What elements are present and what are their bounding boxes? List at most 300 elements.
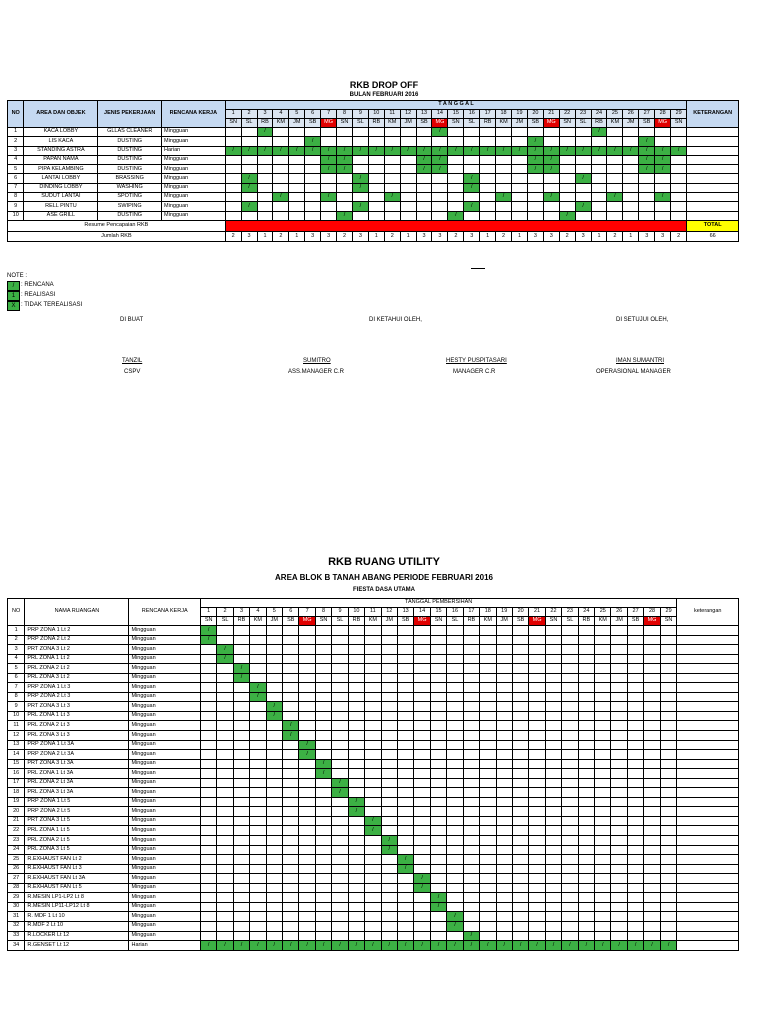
day-of-week: MG — [529, 617, 545, 626]
day-cell — [512, 788, 528, 798]
jumlah-value: 1 — [480, 231, 496, 241]
day-cell — [352, 211, 368, 220]
day-cell — [545, 626, 561, 636]
day-cell — [512, 721, 528, 731]
day-cell — [480, 826, 496, 836]
day-cell — [283, 702, 299, 712]
day-cell — [562, 864, 578, 874]
row-nama: PRT ZONA 3 Lt 2 — [25, 645, 129, 655]
row-no: 8 — [8, 692, 25, 702]
row-area: ASE GRILL — [24, 211, 98, 220]
day-cell — [365, 855, 381, 865]
day-cell — [365, 664, 381, 674]
day-number: 6 — [305, 110, 321, 119]
day-cell — [463, 864, 479, 874]
day-cell — [545, 855, 561, 865]
doc1-subtitle: BULAN FEBRUARI 2016 — [349, 92, 419, 98]
plan-mark: / — [464, 146, 480, 155]
day-cell — [348, 626, 364, 636]
day-cell — [595, 673, 611, 683]
row-jenis: DUSTING — [98, 137, 162, 146]
day-cell — [250, 816, 266, 826]
plan-mark: / — [352, 202, 368, 211]
day-cell — [529, 816, 545, 826]
day-cell — [400, 137, 416, 146]
day-cell — [332, 731, 348, 741]
day-cell — [627, 635, 643, 645]
day-cell — [578, 673, 594, 683]
day-cell — [430, 702, 446, 712]
day-cell — [660, 683, 677, 693]
plan-mark: / — [543, 155, 559, 164]
day-cell — [315, 778, 331, 788]
day-cell — [496, 645, 512, 655]
header-keterangan: keterangan — [677, 599, 739, 626]
day-cell — [627, 664, 643, 674]
day-cell — [381, 931, 397, 941]
day-cell — [496, 883, 512, 893]
day-cell — [595, 692, 611, 702]
day-cell — [627, 702, 643, 712]
day-of-week: MG — [644, 617, 660, 626]
row-rencana: Mingguan — [129, 702, 200, 712]
day-cell — [627, 721, 643, 731]
day-cell — [397, 645, 413, 655]
plan-mark: / — [543, 146, 559, 155]
day-cell — [639, 193, 655, 202]
day-cell — [529, 654, 545, 664]
row-nama: PRL ZONA 1 Lt 2 — [25, 654, 129, 664]
day-cell — [591, 155, 607, 164]
signer-role: OPERASIONAL MANAGER — [596, 369, 671, 375]
day-of-week: SN — [225, 119, 241, 128]
plan-mark: / — [607, 146, 623, 155]
day-cell — [397, 635, 413, 645]
day-cell — [200, 912, 216, 922]
day-cell — [266, 626, 282, 636]
header-jenis: JENIS PEKERJAAN — [98, 101, 162, 128]
plan-mark: / — [430, 941, 446, 951]
row-no: 21 — [8, 816, 25, 826]
row-jenis: BRASSING — [98, 174, 162, 183]
plan-mark: / — [257, 128, 273, 137]
day-cell — [348, 921, 364, 931]
day-cell — [660, 740, 677, 750]
day-cell — [365, 702, 381, 712]
legend-symbol: / — [7, 281, 20, 291]
day-cell — [595, 864, 611, 874]
day-cell — [448, 165, 464, 174]
day-cell — [257, 137, 273, 146]
day-cell — [200, 816, 216, 826]
day-cell — [414, 654, 430, 664]
plan-mark: / — [337, 146, 353, 155]
day-cell — [611, 912, 627, 922]
day-cell — [414, 626, 430, 636]
day-cell — [266, 645, 282, 655]
day-cell — [283, 778, 299, 788]
row-nama: PRL ZONA 2 Lt 2 — [25, 664, 129, 674]
day-cell — [627, 807, 643, 817]
row-rencana: Mingguan — [129, 683, 200, 693]
day-cell — [627, 769, 643, 779]
day-cell — [430, 664, 446, 674]
day-cell — [529, 721, 545, 731]
day-cell — [381, 816, 397, 826]
day-cell — [299, 721, 315, 731]
day-cell — [400, 183, 416, 192]
day-cell — [562, 893, 578, 903]
day-cell — [397, 836, 413, 846]
row-rencana: Mingguan — [162, 165, 226, 174]
day-cell — [644, 664, 660, 674]
day-cell — [233, 645, 249, 655]
day-cell — [283, 807, 299, 817]
day-cell — [257, 155, 273, 164]
day-cell — [299, 826, 315, 836]
day-cell — [365, 645, 381, 655]
day-cell — [430, 883, 446, 893]
day-cell — [627, 645, 643, 655]
day-cell — [512, 654, 528, 664]
day-cell — [529, 711, 545, 721]
day-cell — [559, 202, 575, 211]
day-cell — [233, 912, 249, 922]
plan-mark: / — [671, 146, 687, 155]
day-cell — [200, 845, 216, 855]
header-tanggal: T A N G G A L — [225, 101, 687, 110]
day-cell — [299, 921, 315, 931]
plan-mark: / — [644, 941, 660, 951]
day-cell — [559, 128, 575, 137]
day-cell — [496, 711, 512, 721]
day-cell — [365, 692, 381, 702]
day-of-week: SB — [639, 119, 655, 128]
day-number: 1 — [225, 110, 241, 119]
day-cell — [447, 740, 463, 750]
row-keterangan — [677, 654, 739, 664]
row-nama: R.EXHAUST FAN Lt 5 — [25, 883, 129, 893]
day-of-week: KM — [496, 119, 512, 128]
plan-mark: / — [639, 146, 655, 155]
day-cell — [266, 731, 282, 741]
day-cell — [480, 128, 496, 137]
day-cell — [591, 193, 607, 202]
row-jenis: SPOTING — [98, 193, 162, 202]
day-cell — [299, 864, 315, 874]
day-cell — [381, 731, 397, 741]
day-cell — [595, 883, 611, 893]
day-cell — [529, 778, 545, 788]
plan-mark: / — [400, 146, 416, 155]
day-cell — [480, 137, 496, 146]
day-cell — [217, 836, 233, 846]
day-cell — [562, 874, 578, 884]
day-cell — [496, 174, 512, 183]
day-cell — [430, 788, 446, 798]
day-number: 4 — [250, 608, 266, 617]
day-cell — [545, 902, 561, 912]
day-cell — [562, 845, 578, 855]
day-cell — [257, 174, 273, 183]
day-cell — [299, 912, 315, 922]
day-cell — [414, 816, 430, 826]
day-cell — [233, 759, 249, 769]
day-cell — [448, 193, 464, 202]
day-cell — [463, 855, 479, 865]
day-number: 17 — [463, 608, 479, 617]
day-cell — [644, 902, 660, 912]
day-cell — [283, 759, 299, 769]
day-cell — [529, 635, 545, 645]
day-cell — [414, 683, 430, 693]
day-cell — [578, 855, 594, 865]
day-cell — [430, 645, 446, 655]
day-cell — [447, 635, 463, 645]
day-cell — [332, 626, 348, 636]
day-cell — [512, 626, 528, 636]
day-cell — [447, 816, 463, 826]
row-keterangan — [677, 836, 739, 846]
day-cell — [562, 797, 578, 807]
day-cell — [414, 864, 430, 874]
day-cell — [562, 702, 578, 712]
day-cell — [512, 855, 528, 865]
day-cell — [611, 750, 627, 760]
day-cell — [644, 883, 660, 893]
plan-mark: / — [575, 174, 591, 183]
day-cell — [299, 759, 315, 769]
day-cell — [241, 155, 257, 164]
day-number: 5 — [266, 608, 282, 617]
day-cell — [644, 797, 660, 807]
day-cell — [250, 807, 266, 817]
row-rencana: Mingguan — [129, 836, 200, 846]
day-cell — [233, 721, 249, 731]
day-number: 1 — [200, 608, 216, 617]
day-cell — [348, 664, 364, 674]
day-cell — [496, 797, 512, 807]
day-cell — [432, 202, 448, 211]
day-cell — [512, 673, 528, 683]
day-cell — [266, 826, 282, 836]
plan-mark: / — [266, 941, 282, 951]
day-cell — [545, 931, 561, 941]
total-label: TOTAL — [687, 220, 739, 231]
day-cell — [496, 702, 512, 712]
row-rencana: Mingguan — [129, 874, 200, 884]
day-cell — [627, 788, 643, 798]
day-cell — [543, 174, 559, 183]
day-cell — [217, 759, 233, 769]
day-cell — [233, 816, 249, 826]
day-cell — [381, 673, 397, 683]
day-cell — [496, 893, 512, 903]
day-cell — [348, 750, 364, 760]
row-keterangan — [687, 193, 739, 202]
day-cell — [627, 912, 643, 922]
day-cell — [512, 731, 528, 741]
day-cell — [332, 902, 348, 912]
day-cell — [332, 635, 348, 645]
row-no: 5 — [8, 165, 24, 174]
day-cell — [315, 921, 331, 931]
day-cell — [289, 165, 305, 174]
day-cell — [266, 673, 282, 683]
day-cell — [595, 711, 611, 721]
day-cell — [496, 816, 512, 826]
day-number: 24 — [591, 110, 607, 119]
day-cell — [671, 155, 687, 164]
day-cell — [562, 721, 578, 731]
day-cell — [348, 931, 364, 941]
day-cell — [266, 721, 282, 731]
day-cell — [447, 797, 463, 807]
day-cell — [627, 731, 643, 741]
day-cell — [611, 769, 627, 779]
row-keterangan — [677, 626, 739, 636]
row-area: SUDUT LANTAI — [24, 193, 98, 202]
day-number: 15 — [448, 110, 464, 119]
day-cell — [289, 202, 305, 211]
day-cell — [266, 759, 282, 769]
day-cell — [545, 769, 561, 779]
day-cell — [400, 211, 416, 220]
day-cell — [397, 654, 413, 664]
day-cell — [250, 855, 266, 865]
day-number: 3 — [257, 110, 273, 119]
row-rencana: Mingguan — [129, 816, 200, 826]
day-cell — [512, 845, 528, 855]
day-cell — [595, 931, 611, 941]
day-cell — [241, 193, 257, 202]
day-cell — [266, 816, 282, 826]
day-cell — [480, 864, 496, 874]
plan-mark: / — [384, 146, 400, 155]
day-cell — [430, 807, 446, 817]
day-cell — [512, 864, 528, 874]
day-cell — [559, 137, 575, 146]
row-no: 6 — [8, 174, 24, 183]
day-of-week: KM — [607, 119, 623, 128]
day-cell — [480, 740, 496, 750]
day-cell — [348, 683, 364, 693]
day-cell — [283, 874, 299, 884]
day-cell — [368, 202, 384, 211]
day-cell — [529, 759, 545, 769]
day-cell — [217, 893, 233, 903]
day-cell — [529, 769, 545, 779]
legend-text: : REALISASI — [21, 292, 56, 298]
day-cell — [578, 664, 594, 674]
day-cell — [381, 664, 397, 674]
day-cell — [496, 137, 512, 146]
day-of-week: JM — [289, 119, 305, 128]
row-rencana: Mingguan — [129, 750, 200, 760]
day-cell — [512, 202, 528, 211]
day-cell — [233, 683, 249, 693]
row-rencana: Mingguan — [129, 921, 200, 931]
row-nama: R.EXHAUST FAN Lt 3A — [25, 874, 129, 884]
day-cell — [545, 883, 561, 893]
row-rencana: Mingguan — [162, 128, 226, 137]
row-nama: R.LOCKER Lt 12 — [25, 931, 129, 941]
day-cell — [384, 165, 400, 174]
day-cell — [559, 174, 575, 183]
day-cell — [414, 750, 430, 760]
day-number: 3 — [233, 608, 249, 617]
doc1-title: RKB DROP OFF — [349, 80, 419, 90]
day-cell — [562, 626, 578, 636]
day-cell — [283, 673, 299, 683]
day-cell — [381, 711, 397, 721]
plan-mark: / — [348, 797, 364, 807]
day-cell — [496, 654, 512, 664]
day-cell — [348, 692, 364, 702]
day-cell — [430, 692, 446, 702]
day-cell — [496, 721, 512, 731]
day-of-week: SN — [671, 119, 687, 128]
day-cell — [623, 174, 639, 183]
day-cell — [315, 797, 331, 807]
day-cell — [527, 183, 543, 192]
day-cell — [611, 654, 627, 664]
day-cell — [397, 740, 413, 750]
day-cell — [200, 692, 216, 702]
day-cell — [430, 750, 446, 760]
day-of-week: SN — [200, 617, 216, 626]
jumlah-value: 1 — [289, 231, 305, 241]
day-cell — [543, 128, 559, 137]
day-cell — [611, 731, 627, 741]
plan-mark: / — [332, 941, 348, 951]
day-cell — [315, 692, 331, 702]
plan-mark: / — [365, 816, 381, 826]
day-cell — [607, 174, 623, 183]
day-cell — [578, 826, 594, 836]
day-cell — [655, 137, 671, 146]
day-cell — [660, 855, 677, 865]
row-nama: PRL ZONA 3 Lt 3 — [25, 731, 129, 741]
day-of-week: RB — [348, 617, 364, 626]
day-cell — [543, 137, 559, 146]
row-nama: PRT ZONA 3 Lt 5 — [25, 816, 129, 826]
day-cell — [299, 893, 315, 903]
signature-disetujui: DI SETUJUI OLEH, — [616, 317, 669, 323]
row-nama: R. MDF 1 Lt 10 — [25, 912, 129, 922]
day-cell — [480, 155, 496, 164]
day-cell — [480, 893, 496, 903]
day-cell — [315, 683, 331, 693]
day-cell — [315, 702, 331, 712]
row-keterangan — [677, 864, 739, 874]
day-cell — [381, 826, 397, 836]
day-cell — [315, 883, 331, 893]
day-cell — [578, 778, 594, 788]
day-cell — [627, 759, 643, 769]
day-cell — [447, 902, 463, 912]
day-of-week: JM — [381, 617, 397, 626]
day-cell — [217, 664, 233, 674]
day-of-week: JM — [512, 119, 528, 128]
plan-mark: / — [225, 146, 241, 155]
plan-mark: / — [273, 193, 289, 202]
row-rencana: Mingguan — [129, 769, 200, 779]
plan-mark: / — [480, 146, 496, 155]
day-cell — [397, 778, 413, 788]
day-cell — [578, 845, 594, 855]
day-cell — [305, 128, 321, 137]
